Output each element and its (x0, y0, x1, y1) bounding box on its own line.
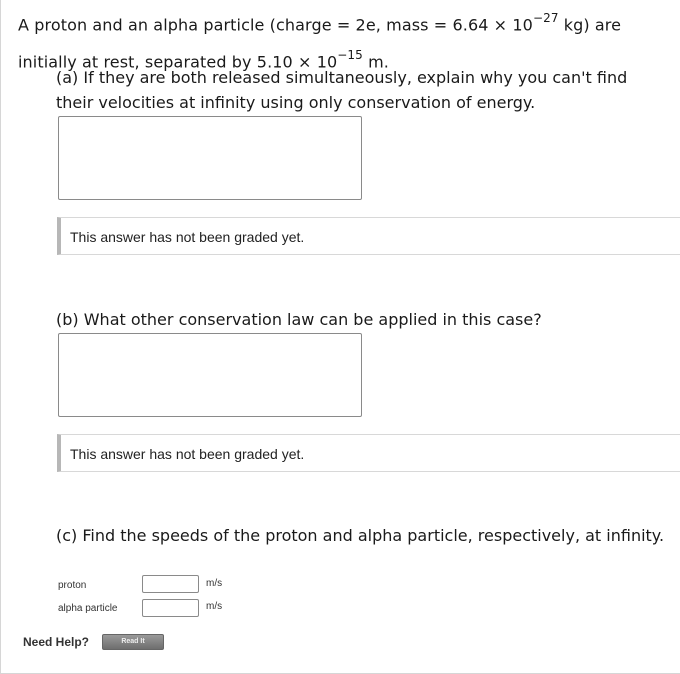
intro-text-2: kg) are (558, 15, 622, 35)
intro-exponent-2: −15 (337, 48, 363, 63)
part-a-graded-banner (57, 217, 680, 255)
intro-exponent-1: −27 (532, 11, 559, 25)
proton-label: proton (58, 580, 87, 591)
part-b-question: (b) What other conservation law can be applied in this case? (56, 310, 542, 329)
part-c-question: (c) Find the speeds of the proton and alpha particle, respectively, at infinity. (56, 526, 665, 545)
proton-speed-input[interactable] (142, 575, 199, 593)
alpha-particle-label: alpha particle (58, 603, 118, 614)
read-it-button[interactable]: Read It (102, 634, 164, 650)
part-b-graded-banner (57, 434, 680, 472)
part-a-question: (a) If they are both released simultaneously, explain why you can't find their velocities at infinity using only conservation of energy. (56, 68, 628, 112)
alpha-particle-unit: m/s (206, 601, 223, 612)
part-a-graded-text: This answer has not been graded yet. (70, 229, 305, 245)
alpha-particle-speed-input[interactable] (142, 599, 199, 617)
part-a-answer-textarea[interactable] (58, 116, 362, 200)
intro-text-4: m. (362, 52, 389, 72)
proton-unit: m/s (206, 578, 223, 589)
part-b-answer-textarea[interactable] (58, 333, 362, 417)
intro-text-1: A proton and an alpha particle (charge = 2e, mass = 6.64 × 10 (18, 15, 533, 35)
need-help-label: Need Help? (23, 635, 90, 649)
intro-text-3: initially at rest, separated by 5.10 × 10 (18, 52, 338, 72)
part-b-graded-text: This answer has not been graded yet. (70, 446, 305, 462)
